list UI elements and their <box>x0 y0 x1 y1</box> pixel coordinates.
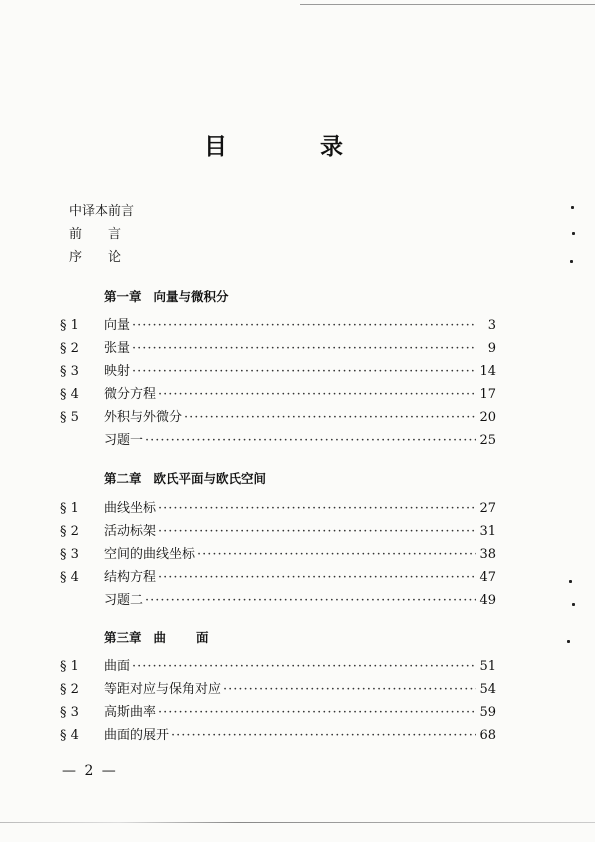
toc-entry[interactable] <box>60 314 496 334</box>
entry-title: 结构方程 <box>104 570 157 585</box>
chapter-number: 第二章 <box>104 471 142 486</box>
leader-dots <box>145 593 476 608</box>
toc-entry[interactable] <box>60 520 496 540</box>
toc-entry[interactable] <box>60 589 496 609</box>
leader-dots <box>158 705 476 720</box>
toc-title <box>0 128 595 158</box>
leader-dots <box>158 524 476 539</box>
page-ref: 20 <box>479 410 496 425</box>
section-number: § 5 <box>60 410 79 425</box>
page-ref: 59 <box>479 705 496 720</box>
scan-edge-bottom <box>0 822 595 823</box>
section-number: § 3 <box>60 547 79 562</box>
front-matter-label: 中译本前言 <box>69 204 135 219</box>
page-ref: 3 <box>487 318 496 333</box>
chapter-number: 第三章 <box>104 630 142 645</box>
entry-title: 曲面的展开 <box>104 728 170 743</box>
entry-title: 向量 <box>104 318 131 333</box>
section-number: § 4 <box>60 728 79 743</box>
leader-dots <box>223 682 476 697</box>
leader-dots <box>132 341 476 356</box>
section-number: § 2 <box>60 341 79 356</box>
leader-dots <box>171 728 476 743</box>
scan-speck <box>570 260 573 263</box>
front-matter-preface <box>69 223 121 242</box>
section-number: § 4 <box>60 387 79 402</box>
front-matter-preface-translation <box>69 200 134 219</box>
entry-title: 映射 <box>104 364 131 379</box>
chapter-title-part: 面 <box>196 630 209 645</box>
toc-entry[interactable] <box>60 724 496 744</box>
leader-dots <box>184 410 476 425</box>
scan-speck <box>572 232 575 235</box>
chapter-heading <box>104 628 209 646</box>
page-ref: 38 <box>479 547 496 562</box>
page-ref: 31 <box>479 524 496 539</box>
leader-dots <box>132 318 476 333</box>
front-matter-introduction <box>69 246 121 265</box>
page-ref: 68 <box>479 728 496 743</box>
toc-entry[interactable] <box>60 429 496 449</box>
leader-dots <box>145 433 476 448</box>
scan-speck <box>567 640 570 643</box>
toc-entry[interactable] <box>60 337 496 357</box>
entry-title: 高斯曲率 <box>104 705 157 720</box>
section-number: § 3 <box>60 364 79 379</box>
entry-title: 等距对应与保角对应 <box>104 682 222 697</box>
chapter-title-part: 曲 <box>153 630 167 645</box>
toc-entry[interactable] <box>60 406 496 426</box>
toc-entry[interactable] <box>60 383 496 403</box>
page-ref: 47 <box>479 570 496 585</box>
toc-entry[interactable] <box>60 655 496 675</box>
chapter-heading <box>104 469 266 487</box>
entry-title: 习题一 <box>104 433 144 448</box>
chapter-title: 向量与微积分 <box>153 289 229 304</box>
page-number: — 2 — <box>62 763 118 779</box>
entry-title: 外积与外微分 <box>104 410 183 425</box>
toc-title-char-2: 录 <box>320 133 343 160</box>
page-ref: 25 <box>479 433 496 448</box>
chapter-heading <box>104 287 229 305</box>
entry-title: 空间的曲线坐标 <box>104 547 196 562</box>
front-matter-label: 论 <box>108 250 122 265</box>
section-number: § 2 <box>60 682 79 697</box>
section-number: § 4 <box>60 570 79 585</box>
toc-entry[interactable] <box>60 497 496 517</box>
leader-dots <box>132 659 476 674</box>
leader-dots <box>158 387 476 402</box>
front-matter-label: 序 <box>69 250 83 265</box>
entry-title: 活动标架 <box>104 524 157 539</box>
leader-dots <box>132 364 476 379</box>
toc-title-char-1: 目 <box>204 133 227 160</box>
chapter-title: 欧氏平面与欧氏空间 <box>153 471 267 486</box>
front-matter-label: 前 <box>69 227 83 242</box>
entry-title: 曲线坐标 <box>104 501 157 516</box>
entry-title: 张量 <box>104 341 131 356</box>
section-number: § 1 <box>60 659 79 674</box>
toc-entry[interactable] <box>60 360 496 380</box>
page-ref: 27 <box>479 501 496 516</box>
page-ref: 17 <box>479 387 496 402</box>
scan-speck <box>572 603 575 606</box>
section-number: § 3 <box>60 705 79 720</box>
leader-dots <box>158 501 476 516</box>
toc-entry[interactable] <box>60 678 496 698</box>
page-ref: 9 <box>487 341 496 356</box>
page-ref: 49 <box>479 593 496 608</box>
section-number: § 1 <box>60 501 79 516</box>
scan-edge-top <box>300 4 595 5</box>
leader-dots <box>197 547 476 562</box>
chapter-number: 第一章 <box>104 289 142 304</box>
toc-entry[interactable] <box>60 566 496 586</box>
page-ref: 51 <box>479 659 496 674</box>
entry-title: 曲面 <box>104 659 131 674</box>
toc-entry[interactable] <box>60 543 496 563</box>
section-number: § 2 <box>60 524 79 539</box>
entry-title: 习题二 <box>104 593 144 608</box>
section-number: § 1 <box>60 318 79 333</box>
leader-dots <box>158 570 476 585</box>
scan-speck <box>571 206 574 209</box>
page-ref: 14 <box>479 364 496 379</box>
page-ref: 54 <box>479 682 496 697</box>
scan-speck <box>569 580 572 583</box>
toc-entry[interactable] <box>60 701 496 721</box>
front-matter-label: 言 <box>108 227 122 242</box>
entry-title: 微分方程 <box>104 387 157 402</box>
